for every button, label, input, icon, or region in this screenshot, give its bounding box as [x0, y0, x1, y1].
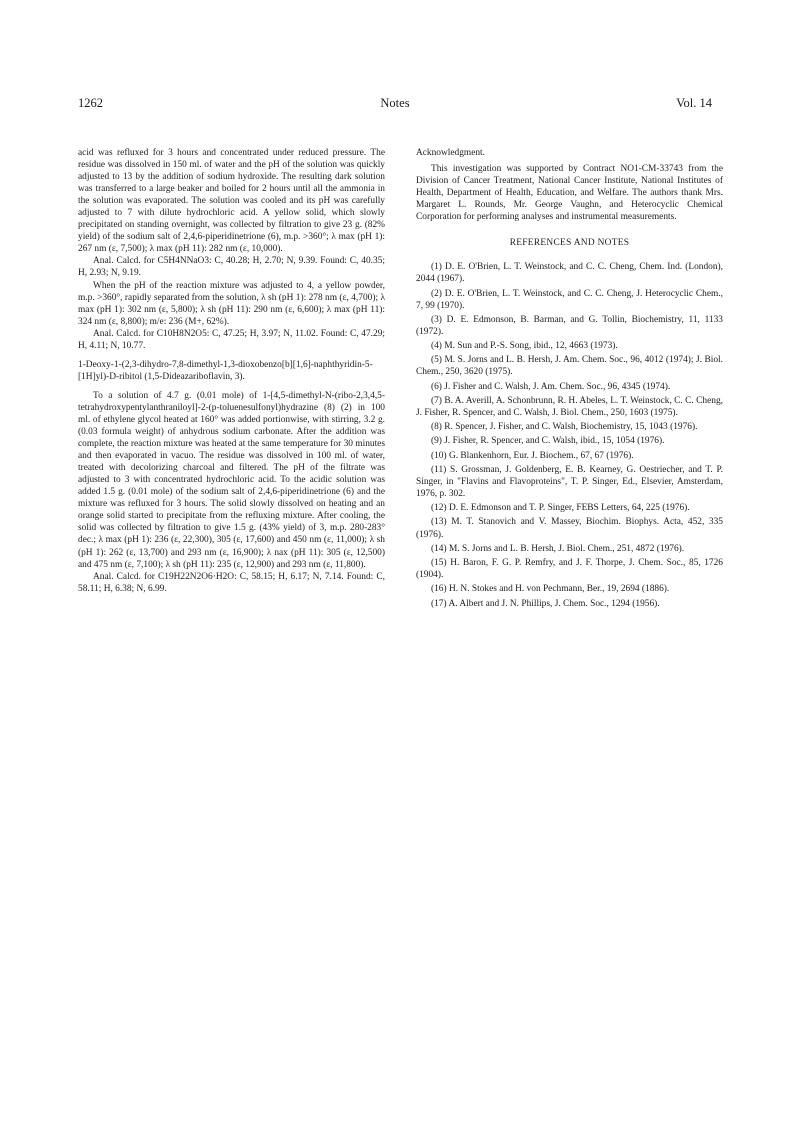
reference-item: (1) D. E. O'Brien, L. T. Weinstock, and C. C. Cheng, Chem. Ind. (London), 2044 (1967).	[416, 262, 723, 285]
acknowledgment-text: This investigation was supported by Contract NO1-CM-33743 from the Division of Cancer Treatment, National Cancer Institute, National Institutes of Health, Department of Health, Education, and Welfare. The authors thank Mrs. Margaret L. Rounds, Mr. George Vaughn, and Heterocyclic Chemical Corporation for performing analyses and instrumental measurements.	[416, 164, 723, 223]
right-column	[416, 147, 723, 612]
procedure-paragraph: When the pH of the reaction mixture was adjusted to 4, a yellow powder, m.p. >360°, rapidly separated from the solution, λ sh (pH 1): 278 nm (ε, 4,700); λ max (pH 1): 302 nm (ε, 5,800); λ sh (pH 11): 290 nm (ε, 6,600); λ max (pH 11): 324 nm (ε, 8,800); m/e: 236 (M+, 62%).	[78, 280, 385, 327]
reference-item: (4) M. Sun and P.-S. Song, ibid., 12, 4663 (1973).	[431, 341, 618, 352]
reference-item: (6) J. Fisher and C. Walsh, J. Am. Chem. Soc., 96, 4345 (1974).	[431, 381, 671, 392]
procedure-paragraph: acid was refluxed for 3 hours and concentrated under reduced pressure. The residue was dissolved in 150 ml. of water and the pH of the solution was quickly adjusted to 13 by the addition of sodium hydroxide. The resulting dark solution was transferred to a large beaker and boiled for 2 hours until all the ammonia in the solution was evaporated. The solution was cooled and its pH was carefully adjusted to 7 with dilute hydrochloric acid. A yellow solid, which slowly precipitated on standing overnight, was collected by filtration to give 23 g. (82% yield) of the sodium salt of 2,4,6-piperidinetrione (6), m.p. >360°; λ max (pH 1): 267 nm (ε, 7,500); λ max (pH 11): 282 nm (ε, 10,000).	[78, 148, 385, 255]
page-number: 1262	[78, 96, 103, 110]
reference-item: (8) R. Spencer, J. Fisher, and C. Walsh, Biochemistry, 15, 1043 (1976).	[431, 422, 698, 433]
reference-item: (14) M. S. Jorns and L. B. Hersh, J. Biol. Chem., 251, 4872 (1976).	[431, 543, 685, 554]
references-heading: REFERENCES AND NOTES	[509, 238, 630, 249]
reference-item: (15) H. Baron, F. G. P. Remfry, and J. F. Thorpe, J. Chem. Soc., 85, 1726 (1904).	[416, 557, 723, 581]
reference-item: (13) M. T. Stanovich and V. Massey, Biochim. Biophys. Acta, 452, 335 (1976).	[416, 517, 723, 540]
reference-item: (10) G. Blankenhorn, Eur. J. Biochem., 67, 67 (1976).	[431, 450, 634, 461]
reference-item: (16) H. N. Stokes and H. von Pechmann, Ber., 19, 2694 (1886).	[431, 584, 670, 595]
analysis-paragraph: Anal. Calcd. for C19H22N2O6·H2O: C, 58.15; H, 6.17; N, 7.14. Found: C, 58.11; H, 6.38; N, 6.99.	[78, 571, 385, 594]
references-list	[416, 261, 723, 609]
left-column	[78, 147, 385, 595]
reference-item: (11) S. Grossman, J. Goldenberg, E. B. Kearney, G. Oestriecher, and T. P. Singer, in "Flavins and Flavoproteins", T. P. Singer, Ed., Elsevier, Amsterdam, 1976, p. 302.	[416, 464, 723, 499]
analysis-paragraph: Anal. Calcd. for C10H8N2O5: C, 47.25; H, 3.97; N, 11.02. Found: C, 47.29; H, 4.11; N, 10.77.	[78, 328, 385, 351]
reference-item: (5) M. S. Jorns and L. B. Hersh, J. Am. Chem. Soc., 96, 4012 (1974); J. Biol. Chem., 250, 3620 (1975).	[416, 355, 723, 378]
compound-heading: 1-Deoxy-1-(2,3-dihydro-7,8-dimethyl-1,3-dioxobenzo[b][1,6]-naphthyridin-5-[1H]yl)-D-ribitol (1,5-Dideazariboflavin, 3).	[78, 359, 373, 382]
reference-item: (12) D. E. Edmonson and T. P. Singer, FEBS Letters, 64, 225 (1976).	[431, 503, 690, 514]
volume-label: Vol. 14	[676, 96, 712, 110]
running-header	[78, 96, 712, 112]
section-title: Notes	[380, 96, 410, 110]
acknowledgment-heading: Acknowledgment.	[416, 148, 485, 158]
analysis-paragraph: Anal. Calcd. for C5H4NNaO3: C, 40.28; H, 2.70; N, 9.39. Found: C, 40.35; H, 2.93; N, 9.19.	[78, 256, 385, 279]
reference-item: (3) D. E. Edmonson, B. Barman, and G. Tollin, Biochemistry, 11, 1133 (1972).	[416, 314, 723, 337]
procedure-paragraph: To a solution of 4.7 g. (0.01 mole) of 1-[4,5-dimethyl-N-(ribo-2,3,4,5-tetrahydroxypentylanthraniloyl]-2-(p-toluenesulfonyl)hydrazine (8) (2) in 100 ml. of ethylene glycol heated at 160° was added portionwise, with stirring, 3.2 g. (0.03 formula weight) of anhydrous sodium carbonate. After the addition was complete, the reaction mixture was heated at the same temperature for 30 minutes and then evaporated in vacuo. The residue was dissolved in 100 ml. of water, treated with decolorizing charcoal and filtered. The pH of the filtrate was adjusted to 3 with concentrated hydrochloric acid. To the acidic solution was added 1.5 g. (0.01 mole) of the sodium salt of 2,4,6-piperidinetrione (6) and the mixture was refluxed for 3 hours. The solid slowly dissolved on heating and an orange solid started to precipitate from the refluxing mixture. After cooling, the solid was collected by filtration to give 1.5 g. (43% yield) of 3, m.p. 280-283° dec.; λ max (pH 1): 236 (ε, 22,300), 305 (ε, 17,600) and 450 nm (ε, 11,000); λ sh (pH 1): 262 (ε, 13,700) and 293 nm (ε, 16,900); λ nax (pH 11): 305 (ε, 12,500) and 475 nm (ε, 7,100); λ sh (pH 11): 235 (ε, 12,900) and 293 nm (ε, 11,800).	[78, 390, 385, 570]
reference-item: (17) A. Albert and J. N. Phillips, J. Chem. Soc., 1294 (1956).	[431, 598, 660, 609]
reference-item: (7) B. A. Averill, A. Schonbrunn, R. H. Abeles, L. T. Weinstock, C. C. Cheng, J. Fisher, R. Spencer, and C. Walsh, J. Biol. Chem., 250, 1603 (1975).	[416, 395, 723, 418]
reference-item: (9) J. Fisher, R. Spencer, and C. Walsh, ibid., 15, 1054 (1976).	[431, 436, 665, 447]
reference-item: (2) D. E. O'Brien, L. T. Weinstock, and C. C. Cheng, J. Heterocyclic Chem., 7, 99 (1970).	[416, 288, 723, 311]
